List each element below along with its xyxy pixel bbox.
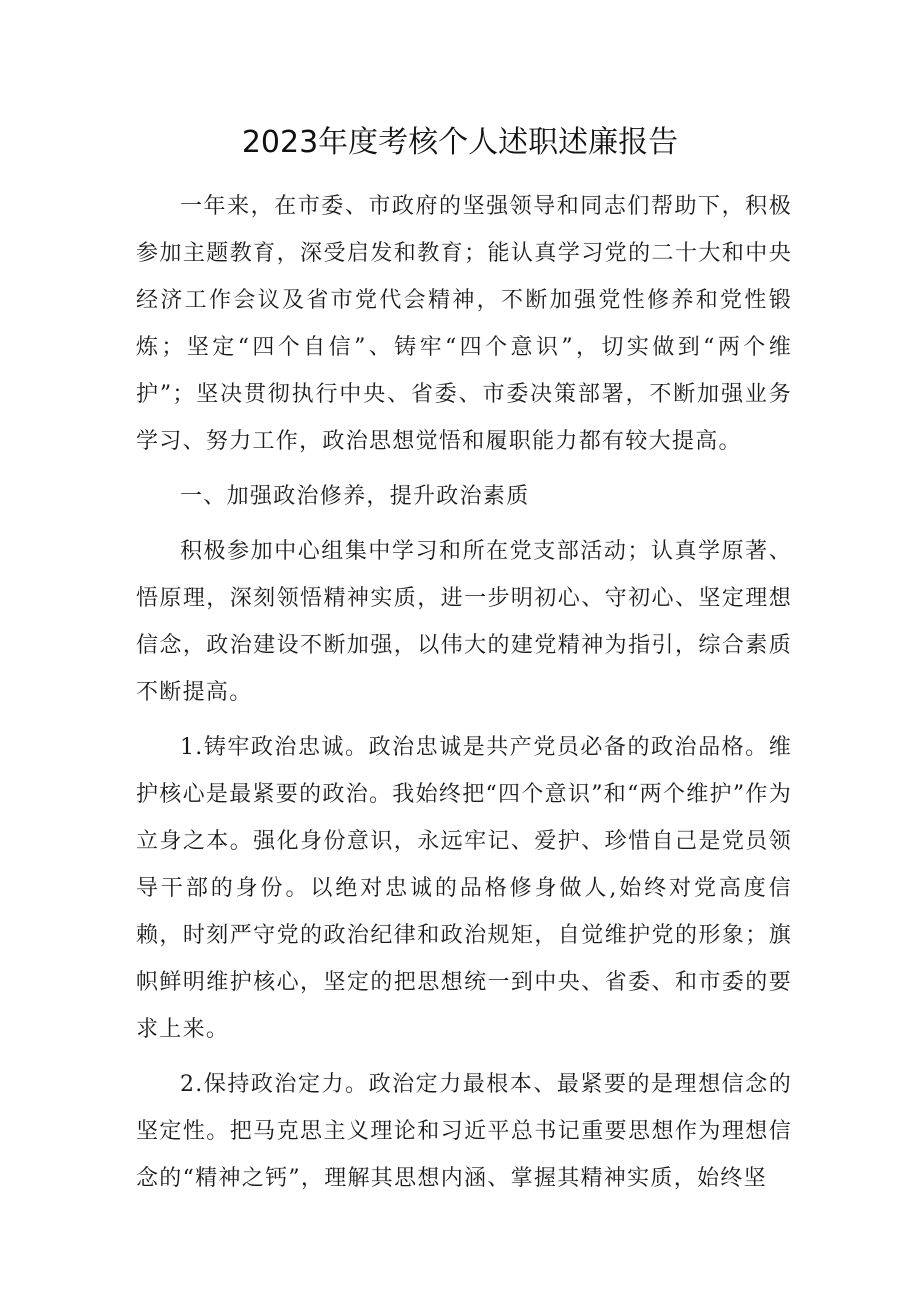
section-heading-1: 一、加强政治修养，提升政治素质 xyxy=(180,484,530,509)
paragraph-intro: 一年来，在市委、市政府的坚强领导和同志们帮助下，积极参加主题教育，深受启发和教育；能认真学习党的二十大和中央经济工作会议及省市党代会精神，不断加强党性修养和党性锻炼；坚定“四个自信”、铸牢“四个意识”，切实做到“两个维护”；坚决贯彻执行中央、省委、市委决策部署，不断加强业务学习、努力工作，政治思想觉悟和履职能力都有较大提高。 xyxy=(136,194,792,454)
paragraph-item-2: 2.保持政治定力。政治定力最根本、最紧要的是理想信念的坚定性。把马克思主义理论和习近平总书记重要思想作为理想信念的“精神之钙”，理解其思想内涵、掌握其精神实质，始终坚 xyxy=(136,1072,792,1191)
paragraph-item-1: 1.铸牢政治忠诚。政治忠诚是共产党员必备的政治品格。维护核心是最紧要的政治。我始终把“四个意识”和“两个维护”作为立身之本。强化身份意识，永远牢记、爱护、珍惜自己是党员领导干部的身份。以绝对忠诚的品格修身做人,始终对党高度信赖，时刻严守党的政治纪律和政治规矩，自觉维护党的形象；旗帜鲜明维护核心，坚定的把思想统一到中央、省委、和市委的要求上来。 xyxy=(136,735,792,1042)
document-body xyxy=(136,183,792,1202)
paragraph-section-1: 积极参加中心组集中学习和所在党支部活动；认真学原著、悟原理，深刻领悟精神实质，进一步明初心、守初心、坚定理想信念，政治建设不断加强，以伟大的建党精神为指引，综合素质不断提高。 xyxy=(136,539,792,705)
document-title: 2023年度考核个人述职述廉报告 xyxy=(241,125,679,160)
